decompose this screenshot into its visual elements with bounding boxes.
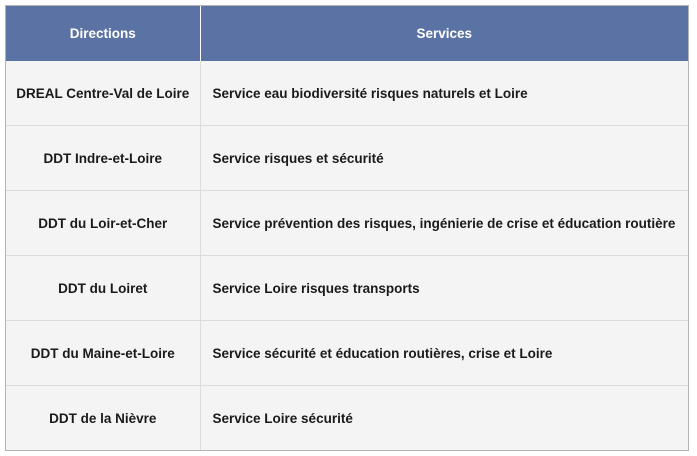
direction-cell: DREAL Centre-Val de Loire — [6, 61, 200, 126]
direction-cell: DDT du Loiret — [6, 256, 200, 321]
table-body — [6, 61, 688, 450]
directions-services-table-container — [5, 5, 689, 451]
direction-cell: DDT du Maine-et-Loire — [6, 321, 200, 386]
service-cell: Service risques et sécurité — [200, 126, 688, 191]
header-directions: Directions — [6, 6, 200, 61]
table-row — [6, 126, 688, 191]
table-row — [6, 386, 688, 451]
directions-services-table — [6, 6, 688, 450]
direction-cell: DDT du Loir-et-Cher — [6, 191, 200, 256]
table-row — [6, 321, 688, 386]
table-row — [6, 256, 688, 321]
table-header — [6, 6, 688, 61]
direction-cell: DDT de la Nièvre — [6, 386, 200, 451]
header-services: Services — [200, 6, 688, 61]
table-row — [6, 191, 688, 256]
header-row — [6, 6, 688, 61]
service-cell: Service eau biodiversité risques naturels et Loire — [200, 61, 688, 126]
service-cell: Service Loire risques transports — [200, 256, 688, 321]
service-cell: Service prévention des risques, ingénierie de crise et éducation routière — [200, 191, 688, 256]
service-cell: Service Loire sécurité — [200, 386, 688, 451]
service-cell: Service sécurité et éducation routières, crise et Loire — [200, 321, 688, 386]
table-row — [6, 61, 688, 126]
direction-cell: DDT Indre-et-Loire — [6, 126, 200, 191]
